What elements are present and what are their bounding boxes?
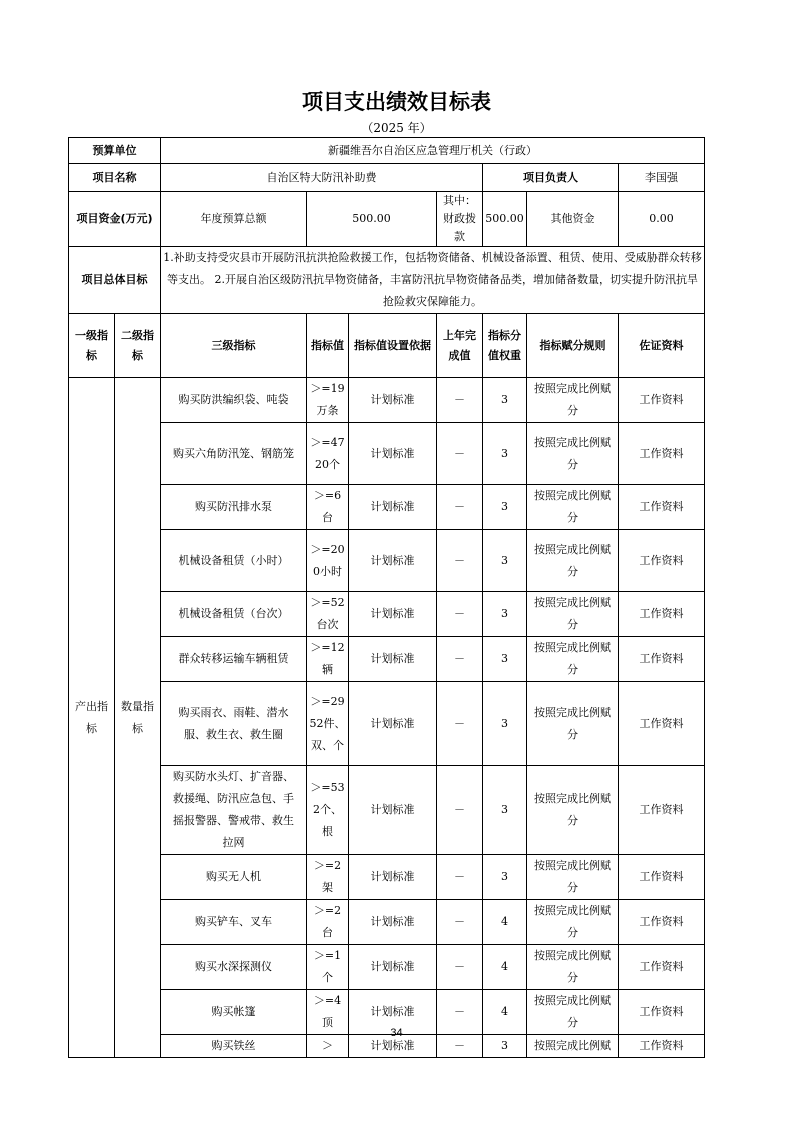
last-year-value: － [437, 855, 483, 900]
evidence-material: 工作资料 [619, 1035, 705, 1058]
indicator-value: ＞=532个、根 [307, 766, 349, 855]
table-row [69, 945, 705, 990]
indicator-basis: 计划标准 [349, 766, 437, 855]
level3-indicator: 购买无人机 [161, 855, 307, 900]
col-weight: 指标分值权重 [483, 314, 527, 378]
project-leader-value: 李国强 [619, 164, 705, 192]
level3-indicator: 购买防汛排水泵 [161, 485, 307, 530]
table-row [69, 855, 705, 900]
page-title: 项目支出绩效目标表 [302, 90, 491, 114]
level3-indicator: 购买防水头灯、扩音器、救援绳、防汛应急包、手摇报警器、警戒带、救生拉网 [161, 766, 307, 855]
annual-budget-label: 年度预算总额 [161, 192, 307, 247]
scoring-rule: 按照完成比例赋分 [527, 530, 619, 592]
year-label: （2025 年） [361, 121, 432, 135]
indicator-basis: 计划标准 [349, 378, 437, 423]
evidence-material: 工作资料 [619, 900, 705, 945]
scoring-rule: 按照完成比例赋分 [527, 592, 619, 637]
indicator-basis: 计划标准 [349, 682, 437, 766]
project-name-value: 自治区特大防汛补助费 [161, 164, 483, 192]
annual-budget-value: 500.00 [307, 192, 437, 247]
last-year-value: － [437, 637, 483, 682]
indicator-basis: 计划标准 [349, 855, 437, 900]
indicator-value: ＞=200小时 [307, 530, 349, 592]
fiscal-value: 500.00 [483, 192, 527, 247]
indicator-value: ＞=6台 [307, 485, 349, 530]
indicator-weight: 4 [483, 945, 527, 990]
indicator-basis: 计划标准 [349, 530, 437, 592]
last-year-value: － [437, 682, 483, 766]
evidence-material: 工作资料 [619, 592, 705, 637]
level3-indicator: 购买铲车、叉车 [161, 900, 307, 945]
scoring-rule: 按照完成比例赋分 [527, 945, 619, 990]
column-header-row [69, 314, 705, 378]
indicator-weight: 3 [483, 592, 527, 637]
performance-table [68, 137, 705, 1058]
indicator-value: ＞=2架 [307, 855, 349, 900]
level3-indicator: 购买帐篷 [161, 990, 307, 1035]
evidence-material: 工作资料 [619, 945, 705, 990]
budget-unit-row [69, 138, 705, 164]
evidence-material: 工作资料 [619, 990, 705, 1035]
col-last-year: 上年完成值 [437, 314, 483, 378]
indicator-value: ＞=12辆 [307, 637, 349, 682]
indicator-weight: 4 [483, 990, 527, 1035]
table-row [69, 682, 705, 766]
level3-indicator: 购买水深探测仪 [161, 945, 307, 990]
last-year-value: － [437, 1035, 483, 1058]
level3-indicator: 群众转移运输车辆租赁 [161, 637, 307, 682]
table-row [69, 423, 705, 485]
evidence-material: 工作资料 [619, 682, 705, 766]
level3-indicator: 购买雨衣、雨鞋、潜水服、救生衣、救生圈 [161, 682, 307, 766]
scoring-rule: 按照完成比例赋分 [527, 766, 619, 855]
indicator-basis: 计划标准 [349, 900, 437, 945]
overall-goal-row [69, 247, 705, 314]
indicator-weight: 3 [483, 637, 527, 682]
indicator-basis: 计划标准 [349, 945, 437, 990]
table-row [69, 766, 705, 855]
indicator-weight: 3 [483, 423, 527, 485]
scoring-rule: 按照完成比例赋分 [527, 485, 619, 530]
level3-indicator: 机械设备租赁（小时） [161, 530, 307, 592]
evidence-material: 工作资料 [619, 485, 705, 530]
scoring-rule: 按照完成比例赋分 [527, 423, 619, 485]
funds-row [69, 192, 705, 247]
level3-indicator: 购买铁丝 [161, 1035, 307, 1058]
level1-indicator: 产出指标 [69, 378, 115, 1058]
last-year-value: － [437, 900, 483, 945]
indicator-weight: 3 [483, 766, 527, 855]
indicator-weight: 3 [483, 855, 527, 900]
last-year-value: － [437, 485, 483, 530]
col-rule: 指标赋分规则 [527, 314, 619, 378]
indicator-value: ＞ [307, 1035, 349, 1058]
fiscal-label: 其中：财政拨款 [437, 192, 483, 247]
table-row [69, 378, 705, 423]
last-year-value: － [437, 378, 483, 423]
budget-unit-label: 预算单位 [69, 138, 161, 164]
col-level1: 一级指标 [69, 314, 115, 378]
indicator-basis: 计划标准 [349, 637, 437, 682]
indicator-weight: 3 [483, 1035, 527, 1058]
col-basis: 指标值设置依据 [349, 314, 437, 378]
indicator-value: ＞=4720个 [307, 423, 349, 485]
indicator-value: ＞=2952件、双、个 [307, 682, 349, 766]
col-level3: 三级指标 [161, 314, 307, 378]
budget-unit-value: 新疆维吾尔自治区应急管理厅机关（行政） [161, 138, 705, 164]
indicator-value: ＞=4顶 [307, 990, 349, 1035]
project-leader-label: 项目负责人 [483, 164, 619, 192]
table-row [69, 485, 705, 530]
indicator-value: ＞=52台次 [307, 592, 349, 637]
indicator-weight: 3 [483, 378, 527, 423]
col-level2: 二级指标 [115, 314, 161, 378]
page-number: 34 [390, 1027, 403, 1039]
table-row [69, 530, 705, 592]
last-year-value: － [437, 530, 483, 592]
indicator-basis: 计划标准 [349, 485, 437, 530]
overall-goal-text: 1.补助支持受灾县市开展防汛抗洪抢险救援工作，包括物资储备、机械设备添置、租赁、使用、受威胁群众转移等支出。 2.开展自治区级防汛抗旱物资储备，丰富防汛抗旱物资储备品类，增加储备数量，切实提升防汛抗旱抢险救灾保障能力。 [161, 247, 705, 314]
evidence-material: 工作资料 [619, 637, 705, 682]
funds-label: 项目资金(万元) [69, 192, 161, 247]
indicator-value: ＞=19万条 [307, 378, 349, 423]
col-value: 指标值 [307, 314, 349, 378]
other-funds-value: 0.00 [619, 192, 705, 247]
indicator-weight: 3 [483, 530, 527, 592]
scoring-rule: 按照完成比例赋 [527, 1035, 619, 1058]
indicator-weight: 4 [483, 900, 527, 945]
indicator-value: ＞=2台 [307, 900, 349, 945]
last-year-value: － [437, 990, 483, 1035]
project-name-row [69, 164, 705, 192]
indicator-value: ＞=1个 [307, 945, 349, 990]
scoring-rule: 按照完成比例赋分 [527, 855, 619, 900]
scoring-rule: 按照完成比例赋分 [527, 637, 619, 682]
evidence-material: 工作资料 [619, 378, 705, 423]
table-row [69, 900, 705, 945]
scoring-rule: 按照完成比例赋分 [527, 378, 619, 423]
indicator-weight: 3 [483, 682, 527, 766]
indicator-basis: 计划标准 [349, 990, 437, 1035]
scoring-rule: 按照完成比例赋分 [527, 682, 619, 766]
evidence-material: 工作资料 [619, 423, 705, 485]
last-year-value: － [437, 423, 483, 485]
table-row [69, 637, 705, 682]
indicator-weight: 3 [483, 485, 527, 530]
project-name-label: 项目名称 [69, 164, 161, 192]
level3-indicator: 购买六角防汛笼、钢筋笼 [161, 423, 307, 485]
scoring-rule: 按照完成比例赋分 [527, 990, 619, 1035]
indicator-basis: 计划标准 [349, 1035, 437, 1058]
level2-indicator: 数量指标 [115, 378, 161, 1058]
table-row [69, 592, 705, 637]
col-evidence: 佐证资料 [619, 314, 705, 378]
indicator-basis: 计划标准 [349, 592, 437, 637]
level3-indicator: 购买防洪编织袋、吨袋 [161, 378, 307, 423]
last-year-value: － [437, 766, 483, 855]
scoring-rule: 按照完成比例赋分 [527, 900, 619, 945]
last-year-value: － [437, 945, 483, 990]
level3-indicator: 机械设备租赁（台次） [161, 592, 307, 637]
indicator-basis: 计划标准 [349, 423, 437, 485]
evidence-material: 工作资料 [619, 530, 705, 592]
last-year-value: － [437, 592, 483, 637]
evidence-material: 工作资料 [619, 766, 705, 855]
evidence-material: 工作资料 [619, 855, 705, 900]
other-funds-label: 其他资金 [527, 192, 619, 247]
overall-goal-label: 项目总体目标 [69, 247, 161, 314]
